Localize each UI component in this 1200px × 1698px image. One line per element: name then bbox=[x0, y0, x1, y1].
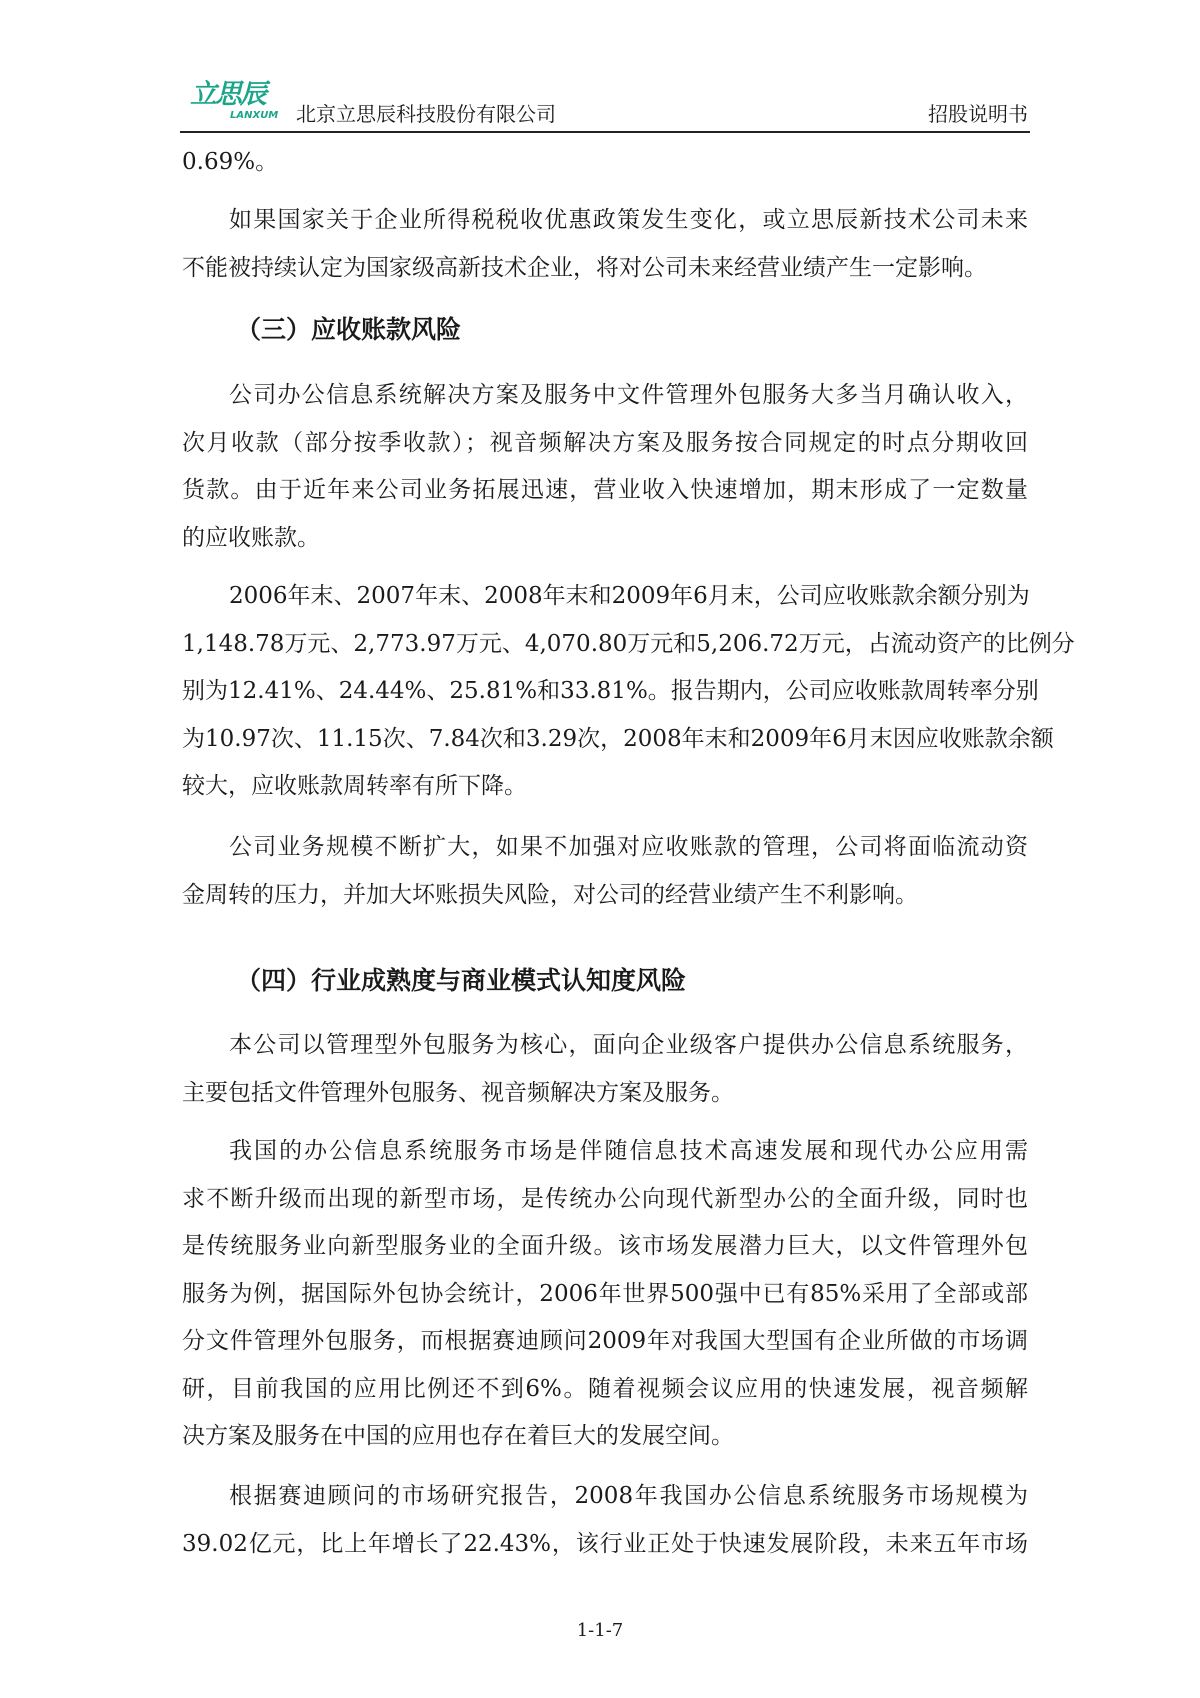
text-line: 分文件管理外包服务，而根据赛迪顾问2009年对我国大型国有企业所做的市场调 bbox=[182, 1328, 1028, 1354]
text-line: 研，目前我国的应用比例还不到6%。随着视频会议应用的快速发展，视音频解 bbox=[182, 1375, 1028, 1402]
logo-english: LANXUM bbox=[230, 110, 279, 121]
text-line: 求不断升级而出现的新型市场，是传统办公向现代新型办公的全面升级，同时也 bbox=[182, 1185, 1028, 1212]
paragraph bbox=[182, 372, 1028, 562]
text-line: 金周转的压力，并加大坏账损失风险，对公司的经营业绩产生不利影响。 bbox=[182, 881, 918, 908]
text-line: 的应收账款。 bbox=[182, 524, 320, 551]
text-line: 根据赛迪顾问的市场研究报告，2008年我国办公信息系统服务市场规模为 bbox=[229, 1483, 1028, 1509]
text-line: 我国的办公信息系统服务市场是伴随信息技术高速发展和现代办公应用需 bbox=[229, 1138, 1028, 1164]
text-line: 货款。由于近年来公司业务拓展迅速，营业收入快速增加，期末形成了一定数量 bbox=[182, 477, 1028, 503]
text-line: 1,148.78万元、2,773.97万元、4,070.80万元和5,206.72万元，占流动资产的比例分 bbox=[182, 630, 1075, 657]
text-line: 别为12.41%、24.44%、25.81%和33.81%。报告期内，公司应收账款周转率分别 bbox=[182, 678, 1039, 704]
section-heading-4: （四）行业成熟度与商业模式认知度风险 bbox=[236, 966, 687, 995]
text-line: 不能被持续认定为国家级高新技术企业，将对公司未来经营业绩产生一定影响。 bbox=[182, 254, 987, 281]
text-line: 公司业务规模不断扩大，如果不加强对应收账款的管理，公司将面临流动资 bbox=[229, 834, 1028, 860]
text-line: 较大，应收账款周转率有所下降。 bbox=[182, 773, 527, 799]
text-line: 是传统服务业向新型服务业的全面升级。该市场发展潜力巨大，以文件管理外包 bbox=[182, 1233, 1028, 1259]
text-line: 次月收款（部分按季收款）；视音频解决方案及服务按合同规定的时点分期收回 bbox=[182, 429, 1028, 456]
paragraph bbox=[182, 824, 1028, 919]
text-line: 公司办公信息系统解决方案及服务中文件管理外包服务大多当月确认收入， bbox=[229, 382, 1028, 408]
text-line: 39.02亿元，比上年增长了22.43%，该行业正处于快速发展阶段，未来五年市场 bbox=[182, 1530, 1028, 1557]
paragraph bbox=[182, 139, 1028, 187]
paragraph bbox=[182, 1022, 1028, 1117]
section-heading-3: （三）应收账款风险 bbox=[236, 315, 462, 344]
header-rule bbox=[180, 131, 1030, 133]
text-line: 0.69%。 bbox=[182, 149, 279, 175]
paragraph bbox=[182, 1473, 1028, 1568]
text-line: 如果国家关于企业所得税税收优惠政策发生变化，或立思辰新技术公司未来 bbox=[229, 207, 1028, 233]
text-line: 主要包括文件管理外包服务、视音频解决方案及服务。 bbox=[182, 1079, 734, 1106]
text-line: 服务为例，据国际外包协会统计，2006年世界500强中已有85%采用了全部或部 bbox=[182, 1280, 1028, 1307]
text-line: 2006年末、2007年末、2008年末和2009年6月末，公司应收账款余额分别为 bbox=[229, 583, 1030, 609]
text-line: 为10.97次、11.15次、7.84次和3.29次，2008年末和2009年6月末因应收账款余额 bbox=[182, 725, 1054, 752]
paragraph bbox=[182, 1128, 1028, 1461]
header-company-name: 北京立思辰科技股份有限公司 bbox=[296, 102, 556, 126]
paragraph bbox=[182, 197, 1028, 292]
text-line: 决方案及服务在中国的应用也存在着巨大的发展空间。 bbox=[182, 1423, 734, 1449]
header-document-type: 招股说明书 bbox=[928, 102, 1028, 126]
paragraph bbox=[182, 573, 1075, 811]
logo-chinese: 立思辰 bbox=[190, 79, 265, 110]
page-number: 1-1-7 bbox=[576, 1620, 624, 1641]
company-logo bbox=[190, 80, 294, 128]
text-line: 本公司以管理型外包服务为核心，面向企业级客户提供办公信息系统服务， bbox=[229, 1032, 1028, 1058]
